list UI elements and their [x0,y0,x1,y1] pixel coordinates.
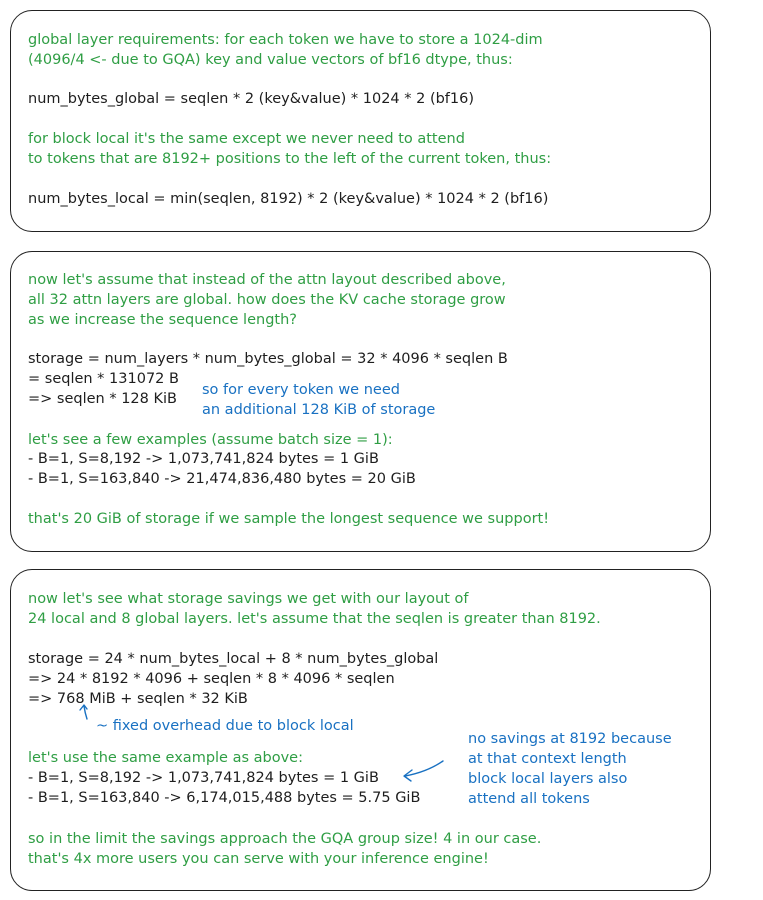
box1-line1: global layer requirements: for each token we have to store a 1024-dim [28,32,543,48]
per-token-note-line2: an additional 128 KiB of storage [202,402,436,418]
box3-example2: - B=1, S=163,840 -> 6,174,015,488 bytes = 5.75 GiB [28,790,421,806]
storage-formula-mixed: storage = 24 * num_bytes_local + 8 * num_bytes_global [28,651,439,667]
box3-conclusion2: that's 4x more users you can serve with your inference engine! [28,851,489,867]
storage-formula-global: storage = num_layers * num_bytes_global = 32 * 4096 * seqlen B [28,351,508,367]
storage-formula-step2: = seqlen * 131072 B [28,371,179,387]
side-note-line1: no savings at 8192 because [468,731,672,747]
box1-line2: (4096/4 <- due to GQA) key and value vectors of bf16 dtype, thus: [28,52,513,68]
box3-line2: 24 local and 8 global layers. let's assume that the seqlen is greater than 8192. [28,611,601,627]
storage-formula-mixed-step3: => 768 MiB + seqlen * 32 KiB [28,691,248,707]
storage-formula-mixed-step2: => 24 * 8192 * 4096 + seqlen * 8 * 4096 * seqlen [28,671,395,687]
box2-example2: - B=1, S=163,840 -> 21,474,836,480 bytes = 20 GiB [28,471,416,487]
formula-num-bytes-local: num_bytes_local = min(seqlen, 8192) * 2 (key&value) * 1024 * 2 (bf16) [28,191,549,207]
fixed-overhead-note: ~ fixed overhead due to block local [96,718,354,734]
storage-formula-step3: => seqlen * 128 KiB [28,391,177,407]
box2-line2: all 32 attn layers are global. how does the KV cache storage grow [28,292,506,308]
box3-examples-intro: let's use the same example as above: [28,750,303,766]
box3-conclusion1: so in the limit the savings approach the GQA group size! 4 in our case. [28,831,542,847]
box3-example1: - B=1, S=8,192 -> 1,073,741,824 bytes = 1 GiB [28,770,379,786]
box3-line1: now let's see what storage savings we get with our layout of [28,591,469,607]
box2-examples-intro: let's see a few examples (assume batch size = 1): [28,432,393,448]
box2-example1: - B=1, S=8,192 -> 1,073,741,824 bytes = 1 GiB [28,451,379,467]
side-note-line4: attend all tokens [468,791,590,807]
side-note-line2: at that context length [468,751,627,767]
box1-line3: for block local it's the same except we never need to attend [28,131,465,147]
formula-num-bytes-global: num_bytes_global = seqlen * 2 (key&value) * 1024 * 2 (bf16) [28,91,475,107]
per-token-note-line1: so for every token we need [202,382,400,398]
side-note-line3: block local layers also [468,771,628,787]
box2-line3: as we increase the sequence length? [28,312,297,328]
box2-conclusion: that's 20 GiB of storage if we sample the longest sequence we support! [28,511,550,527]
box1-line4: to tokens that are 8192+ positions to the left of the current token, thus: [28,151,552,167]
box2-line1: now let's assume that instead of the attn layout described above, [28,272,506,288]
